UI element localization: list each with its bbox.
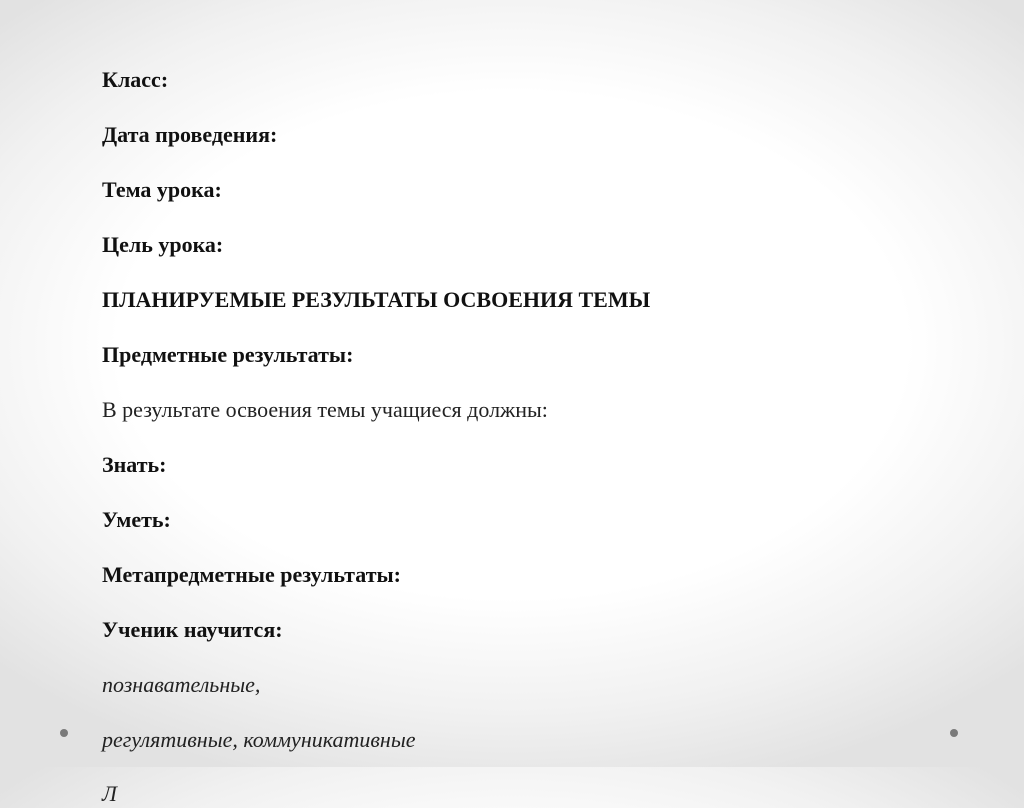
cognitive-item: познавательные, (102, 672, 261, 697)
results-intro-text: В результате освоения темы учащиеся должны: (102, 397, 548, 422)
regulatory-communicative-item: регулятивные, коммуникативные (102, 727, 416, 752)
right-dot-icon (950, 729, 958, 737)
class-label: Класс: (102, 67, 169, 92)
know-label: Знать: (102, 452, 167, 477)
date-label: Дата проведения: (102, 122, 278, 147)
lesson-goal-label: Цель урока: (102, 232, 224, 257)
student-will-learn-label: Ученик научится: (102, 617, 283, 642)
be-able-label: Уметь: (102, 507, 171, 532)
planned-results-heading: ПЛАНИРУЕМЫЕ РЕЗУЛЬТАТЫ ОСВОЕНИЯ ТЕМЫ (102, 287, 651, 312)
subject-results-label: Предметные результаты: (102, 342, 354, 367)
metasubject-results-label: Метапредметные результаты: (102, 562, 401, 587)
lesson-topic-label: Тема урока: (102, 177, 222, 202)
left-dot-icon (60, 729, 68, 737)
cut-off-line: Л (102, 781, 117, 806)
